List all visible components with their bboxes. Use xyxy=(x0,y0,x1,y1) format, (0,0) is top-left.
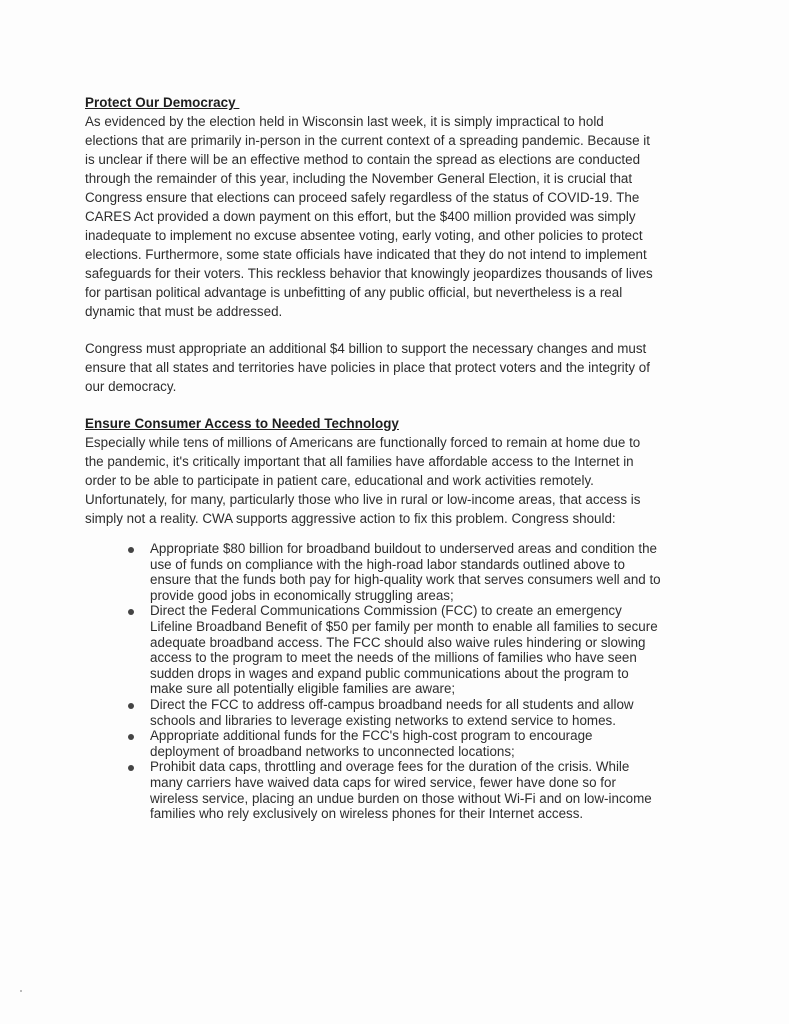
text-line: ensure that the funds both pay for high-quality work that serves consumers well and to xyxy=(150,572,661,588)
text-line: elections. Furthermore, some state officials have indicated that they do not intend to implement xyxy=(85,247,647,262)
text-line: simply not a reality. CWA supports aggressive action to fix this problem. Congress should: xyxy=(85,511,616,526)
bullet-icon xyxy=(128,765,134,771)
text-line: As evidenced by the election held in Wisconsin last week, it is simply impractical to hold xyxy=(85,114,604,129)
text-line: Lifeline Broadband Benefit of $50 per family per month to enable all families to secure xyxy=(150,618,658,634)
text-line: use of funds on compliance with the high-road labor standards outlined above to xyxy=(150,556,625,572)
bullet-icon xyxy=(128,547,134,553)
text-line: provide good jobs in economically struggling areas; xyxy=(150,587,454,603)
text-line: Direct the Federal Communications Commission (FCC) to create an emergency xyxy=(150,603,622,619)
text-line: Appropriate additional funds for the FCC's high-cost program to encourage xyxy=(150,728,593,744)
text-line: elections that are primarily in-person in the current context of a spreading pandemic. Because it xyxy=(85,133,650,148)
list-item xyxy=(128,697,718,728)
text-line: Especially while tens of millions of Americans are functionally forced to remain at home due to xyxy=(85,435,641,450)
text-line: deployment of broadband networks to unconnected locations; xyxy=(150,743,515,759)
section-heading-protect-democracy: Protect Our Democracy xyxy=(85,95,240,110)
paragraph-appropriation xyxy=(85,339,725,396)
text-line: Direct the FCC to address off-campus broadband needs for all students and allow xyxy=(150,696,634,712)
recommendations-list xyxy=(128,541,718,822)
scan-speck xyxy=(20,990,22,992)
text-line: access to the program to meet the needs of the millions of families who have seen xyxy=(150,650,637,666)
paragraph-elections xyxy=(85,112,725,321)
list-item xyxy=(128,603,718,697)
text-line: our democracy. xyxy=(85,379,177,394)
text-line: ensure that all states and territories have policies in place that protect voters and the integrity of xyxy=(85,360,650,375)
text-line: many carriers have waived data caps for wired service, fewer have done so for xyxy=(150,774,616,790)
text-line: Appropriate $80 billion for broadband buildout to underserved areas and condition the xyxy=(150,541,657,556)
text-line: adequate broadband access. The FCC should also waive rules hindering or slowing xyxy=(150,634,646,650)
bullet-icon xyxy=(128,609,134,615)
text-line: order to be able to participate in patient care, educational and work activities remotely. xyxy=(85,473,594,488)
section-heading-consumer-access: Ensure Consumer Access to Needed Technology xyxy=(85,416,399,431)
text-line: sudden drops in wages and expand public communications about the program to xyxy=(150,665,629,681)
list-item xyxy=(128,541,718,603)
list-item xyxy=(128,728,718,759)
text-line: dynamic that must be addressed. xyxy=(85,304,283,319)
text-line: Congress ensure that elections can proceed safely regardless of the status of COVID-19. The xyxy=(85,190,640,205)
text-line: families who rely exclusively on wireless phones for their Internet access. xyxy=(150,806,584,822)
text-line: the pandemic, it's critically important that all families have affordable access to the Internet in xyxy=(85,454,634,469)
text-line: inadequate to implement no excuse absentee voting, early voting, and other policies to protect xyxy=(85,228,643,243)
text-line: Congress must appropriate an additional $4 billion to support the necessary changes and must xyxy=(85,341,647,356)
text-line: CARES Act provided a down payment on this effort, but the $400 million provided was simply xyxy=(85,209,636,224)
text-line: Unfortunately, for many, particularly those who live in rural or low-income areas, that access is xyxy=(85,492,641,507)
text-line: make sure all potentially eligible families are aware; xyxy=(150,681,456,697)
text-line: safeguards for their voters. This reckless behavior that knowingly jeopardizes thousands of lives xyxy=(85,266,653,281)
text-line: Prohibit data caps, throttling and overage fees for the duration of the crisis. While xyxy=(150,759,630,775)
bullet-icon xyxy=(128,703,134,709)
text-line: is unclear if there will be an effective method to contain the spread as elections are conducted xyxy=(85,152,641,167)
text-line: wireless service, placing an undue burden on those without Wi-Fi and on low-income xyxy=(150,790,652,806)
text-line: through the remainder of this year, including the November General Election, it is crucial that xyxy=(85,171,633,186)
list-item xyxy=(128,759,718,821)
paragraph-technology-intro xyxy=(85,433,725,528)
bullet-icon xyxy=(128,734,134,740)
text-line: schools and libraries to leverage existing networks to extend service to homes. xyxy=(150,712,616,728)
text-line: for partisan political advantage is unbefitting of any public official, but nevertheless is a real xyxy=(85,285,623,300)
